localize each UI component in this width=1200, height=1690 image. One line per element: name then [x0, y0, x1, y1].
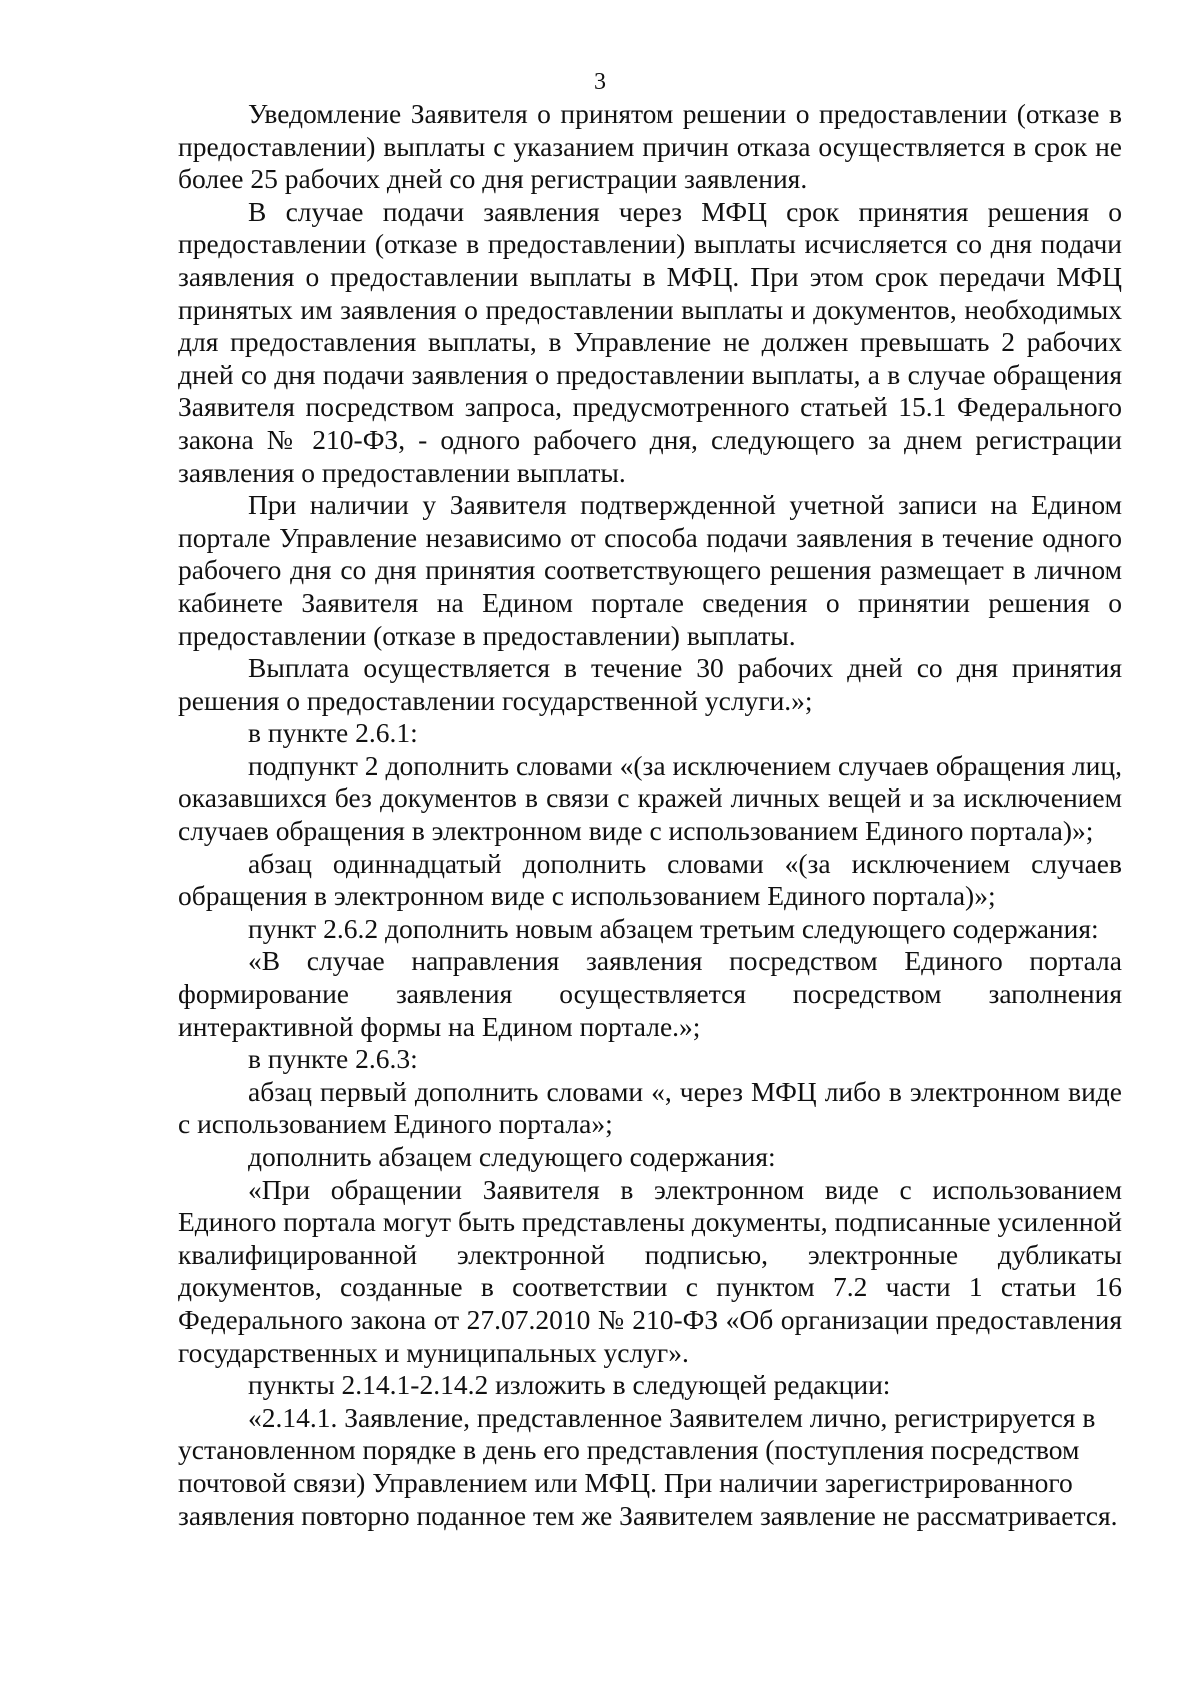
paragraph-clause-2-6-1: в пункте 2.6.1: [248, 717, 418, 749]
paragraph-interactive-form: «В случае направления заявления посредством Единого портала формирование заявления осуществляется посредством заполнения интерактивной формы на Едином портале.»; [178, 945, 1122, 1042]
paragraph-subclause-2: подпункт 2 дополнить словами «(за исключением случаев обращения лиц, оказавшихся без документов в связи с кражей личных вещей и за исключением случаев обращения в электронном виде с использованием Единого портала)»; [178, 749, 1122, 847]
paragraph-clause-2-6-3: в пункте 2.6.3: [248, 1043, 418, 1075]
page-number: 3 [594, 69, 606, 95]
paragraph-add-content: дополнить абзацем следующего содержания: [248, 1141, 776, 1172]
paragraph-eleventh-paragraph: абзац одиннадцатый дополнить словами «(за исключением случаев обращения в электронном виде с использованием Единого портала)»; [178, 847, 1122, 912]
paragraph-unified-portal-account: При наличии у Заявителя подтвержденной учетной записи на Едином портале Управление независимо от способа подачи заявления в течение одного рабочего дня со дня принятия соответствующего решения размещает в личном кабинете Заявителя на Едином портале сведения о принятии решения о предоставлении (отказе в предоставлении) выплаты. [178, 489, 1122, 651]
paragraph-mfc-deadline: В случае подачи заявления через МФЦ срок принятия решения о предоставлении (отказе в предоставлении) выплаты исчисляется со дня подачи заявления о предоставлении выплаты в МФЦ. При этом срок передачи МФЦ принятых им заявления о предоставлении выплаты и документов, необходимых для предоставления выплаты, в Управление не должен превышать 2 рабочих дней со дня подачи заявления о предоставлении выплаты, а в случае обращения Заявителя посредством запроса, предусмотренного статьей 15.1 Федерального закона № 210-ФЗ, - одного рабочего дня, следующего за днем регистрации заявления о предоставлении выплаты. [178, 195, 1122, 488]
paragraph-electronic-documents: «При обращении Заявителя в электронном виде с использованием Единого портала могут быть представлены документы, подписанные усиленной квалифицированной электронной подписью, электронные дубликаты документов, созданные в соответствии с пунктом 7.2 части 1 статьи 16 Федерального закона от 27.07.2010 № 210-ФЗ «Об организации предоставления государственных и муниципальных услуг». [178, 1173, 1122, 1368]
paragraph-first-paragraph-addition: абзац первый дополнить словами «, через МФЦ либо в электронном виде с использованием Единого портала»; [178, 1075, 1122, 1140]
paragraph-notification-deadline: Уведомление Заявителя о принятом решении о предоставлении (отказе в предоставлении) выплаты с указанием причин отказа осуществляется в срок не более 25 рабочих дней со дня регистрации заявления. [178, 98, 1122, 195]
paragraph-clause-2-6-2: пункт 2.6.2 дополнить новым абзацем третьим следующего содержания: [248, 912, 1099, 944]
paragraph-clauses-2-14: пункты 2.14.1-2.14.2 изложить в следующей редакции: [248, 1369, 891, 1401]
paragraph-registration: «2.14.1. Заявление, представленное Заявителем лично, регистрируется в установленном порядке в день его представления (поступления посредством почтовой связи) Управлением или МФЦ. При наличии зарегистрированного заявления повторно поданное тем же Заявителем заявление не рассматривается. [178, 1401, 1118, 1531]
paragraph-payment-term: Выплата осуществляется в течение 30 рабочих дней со дня принятия решения о предоставлении государственной услуги.»; [178, 652, 1122, 716]
document-body [178, 98, 1122, 1532]
